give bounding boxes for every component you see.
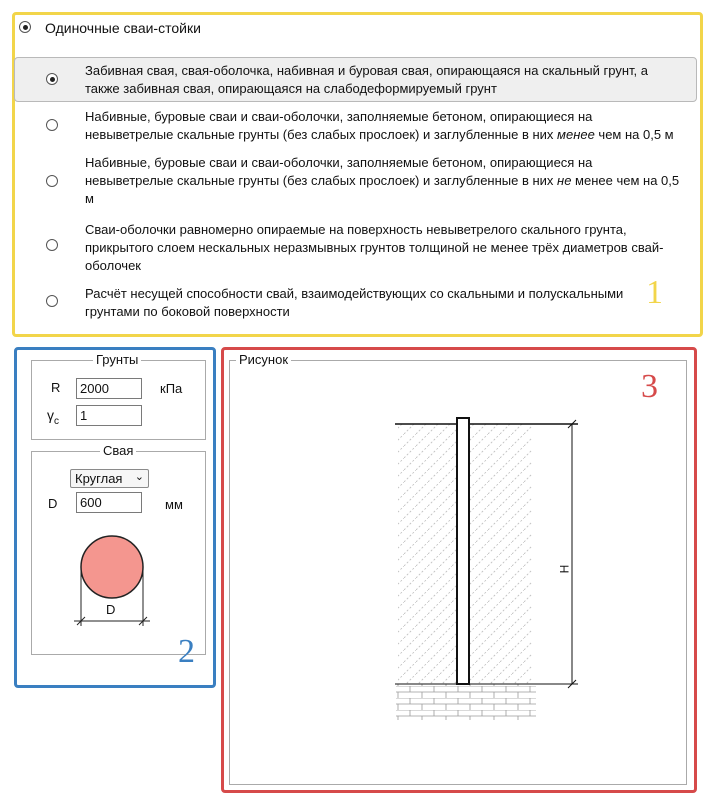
gamma-c-label: $\gamma_c$ <box>47 407 59 427</box>
pile-shaft <box>457 418 469 684</box>
r-unit: кПа <box>160 381 183 396</box>
option-5-label[interactable]: Расчёт несущей способности свай, взаимодействующих со скальными и полускальными грунтами по боковой поверхности <box>85 286 624 319</box>
section-3-marker: 3 <box>641 368 658 405</box>
option-3-radio[interactable] <box>46 175 58 187</box>
pile-group-title: Свая <box>100 443 136 458</box>
single-end-bearing-piles-radio[interactable] <box>19 21 31 33</box>
d-unit: мм <box>165 497 183 512</box>
option-2-label[interactable]: Набивные, буровые сваи и сваи-оболочки, заполняемые бетоном, опирающиеся на невыветрелые скальные грунты (без слабых прослоек) и заглубленные в них менее чем на 0,5 м <box>85 109 674 142</box>
option-1-label[interactable]: Забивная свая, свая-оболочка, набивная и буровая свая, опирающаяся на скальный грунт, а также забивная свая, опирающаяся на слабодеформируемый грунт <box>85 63 648 96</box>
pile-cross-section-circle <box>81 536 143 598</box>
chevron-down-icon: ⌄ <box>134 471 144 483</box>
d-input[interactable]: 600 <box>76 492 142 513</box>
option-2-radio[interactable] <box>46 119 58 131</box>
section-1-marker: 1 <box>646 274 663 311</box>
pile-shape-select[interactable]: Круглая ⌄ <box>70 469 149 488</box>
d-label: D <box>48 496 58 511</box>
option-5-radio[interactable] <box>46 295 58 307</box>
h-dimension-label: H <box>557 564 572 574</box>
soils-group <box>31 360 206 440</box>
option-4-radio[interactable] <box>46 239 58 251</box>
soils-group-title: Грунты <box>93 352 141 367</box>
rock-layer <box>396 684 536 720</box>
option-1-radio[interactable] <box>46 73 58 85</box>
gamma-c-input[interactable]: 1 <box>76 405 142 426</box>
option-3-label[interactable]: Набивные, буровые сваи и сваи-оболочки, заполняемые бетоном, опирающиеся на невыветрелые скальные грунты (без слабых прослоек) и заглубленные в них не менее чем на 0,5 м <box>85 155 680 206</box>
r-label: R <box>51 380 61 395</box>
d-dimension-label: D <box>106 602 116 617</box>
figure-group-title: Рисунок <box>236 352 291 367</box>
single-end-bearing-piles-label: Одиночные сваи-стойки <box>45 20 201 36</box>
option-4-label[interactable]: Сваи-оболочки равномерно опираемые на поверхность невыветрелого скального грунта, прикрытого слоем нескальных неразмывных грунтов толщиной не менее трёх диаметров свай- оболочек <box>85 222 664 273</box>
section-2-marker: 2 <box>178 633 195 670</box>
r-input[interactable]: 2000 <box>76 378 142 399</box>
